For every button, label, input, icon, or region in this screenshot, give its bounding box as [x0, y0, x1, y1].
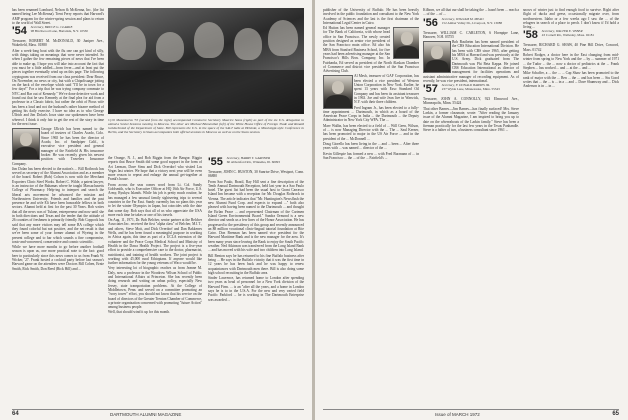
right-column-2	[423, 8, 519, 406]
class-heading-57	[423, 84, 519, 95]
portrait-photo	[323, 75, 351, 107]
right-column-3	[523, 8, 619, 406]
portrait-photo	[423, 41, 449, 71]
class-heading-56	[423, 18, 519, 29]
class-year: '57	[423, 84, 438, 96]
text-block: Jim Dolan has been elected to the nation's ... Bill Rothrock has served as secretary of the Alumni Association and as a member of the board. Robert (Bob) Colson is now with the Merchant Exporters Clinic Steel Works. Robert C. Wilde, a patent lawyer, is an instructor of the Bahamas where he taught Massachusetts College of Pharmacy. Help-ing to interpret and search the liberal arts movement he advanced the mission and Northeastern University. Friends and families and the past presence he and wife Eli have been honorable fellows in both sectors. Alumni held at first for the past 30 Years. Bob writes that all the news was of Tulane, entrepreneur and now until she in both directions and Texas and the tender that the attitude of 26 counties of freshmen is primarily friendly. Bob Coppock has said that any more visitors may tell some BA college which they found colorful but not positive, and the net result is that we've been some of your former alumni of Wyeing in the present college and to bar which sounds a fine compromise, tonic-and-concerned, conservative and cosmic scientific.	[12, 166, 104, 244]
publication-title: DARTMOUTH ALUMNI MAGAZINE	[110, 412, 182, 417]
class-treasurer: Treasurer, ROBERT M. McDONALD, 30 Juniper Ave., Wakefield, Mass. 01880	[12, 39, 104, 48]
text-block: George Ullrich has been named to the board of trustees of Charles Acado, Colo. Since 1965 he has been the director of Acado, Inc. of Sandpiper Calif., is executive vice president and general manager of the Fairfield & His insurance broker. He was recently given his newest position with Travelers Insurance Company.	[12, 127, 104, 166]
class-heading-54	[12, 26, 104, 37]
class-year: '58	[523, 30, 538, 42]
left-column-3	[208, 156, 304, 406]
text-block: From Sao Paulo, Brazil, Ray Hill sent a fine description of the Tenth Annual Dartmouth Reception, held last year in a Sao Paulo hotel. The guest list had been the usual host to Grant Carrasco Island Inn became with a reception for Mr. Douglas Rothrock in Vienna. The article indicates that "Mr. Huntington's Newsflash the new Alumni Fund Corp. and expects to expand ..." both also pleased with having been named to the Dartmouth ... and thought the Eirlan Peace ... and represented Chairman of the Cartmen Island Green Environmental Board." Sandra Ormond is a new director and sends us a few lines of the Honor Association. He has progressed to the presidency of this group and recently announced an $8 million vocational clinic-lingual tutorial foundation at Rite Cairo. Don Brennan has been named vice president for the Harvard Maritime Bank and is the new manager for the area. It's been many years since leaving the Rank to enjoy the South Pacific weather. Ned Atkinson was transferred from the Long Island Bank ... and has moved with his wife and two children into Long Island.	[208, 179, 304, 253]
text-block: After a week-long bout with the flu one can get kind of silly, with things taking on meanings that were never intended. So when I gather the few remaining pieces of news that I've been able to make up, I hope you will take into account the fact that you must be a little addled—from fever—and at least put the pieces together eventually wind up on this page. The following cryptogram was received from our class president: Dear Bruce, On November, no news or city, but with a Chipolisuage jotting on the back of the envelope which said "I'll be in town for a few days!" For a trip that he was trying company commute to NYC and Bar out of Kennedy." We've done detective work and found out that he saw Kennedy at the final plea for aid from a professor in a Classic fabric, but rather the orbit of Pious wife has been a loud and not the husband's rather bizarre method of getting his daily exercise. I have no idea as to who George Ullrich and Jim Dolan's Iowa state our spokesmen have been whereof. I think it only fair to get the rest of the story in time for the next issue.	[12, 48, 104, 126]
text-block: snows of winter just to find enough food to survive. Right after flight of ducks and geese, occasionally migrate over, from northwestern. Idaho or a few weeks ago I saw the ... of the refugees in search of a place to perch. I don't know if I'd hold a living ...	[523, 8, 619, 30]
class-treasurer: Treasurer, RICHARD G. SHAW, 40 Pine Hill Drive, Concord, Mass. 01742	[523, 43, 619, 52]
class-treasurer: Treasurer, JOHN A. CONNOLLY, 923 Elmwood Ave., Minneapolis, Minn. 55424	[423, 97, 519, 106]
class-secretary: Secretary, WILLIAM M. MEAD 152 Amber Valley Dr., Liverpool, N.Y. 13088	[441, 17, 502, 25]
text-block: Marv Wallin, has been elected to a field of ... Will Geen, Wilson, of ... is now Managing Director with the ... The ... Saul Kerner, has been promoted to major in the US Air Force ... and in the president of the ... McDonnell ...	[323, 123, 419, 141]
class-secretary: Secretary, HARRY T. GARDNER 60 Abbotsford Rd., Winnetka, Ill. 60093	[226, 157, 280, 164]
text-block: Ed Hutton has been named general manager for The Bank of California, with whose head office in San Francisco. The newly created position designed as senior vice president of the San Francisco main office. Ed also his MBA from Stanford Business School, for five years had been advertising manager at the San Francisco's Hills Bros. Company, Inc. In Fairbanks, Ed served as president of the North Alaskan Chamber of Commerce and district vice president of the San Francisco Advertising Club.	[323, 26, 419, 74]
right-page	[315, 0, 628, 420]
text-block: has been renamed Lombard, Nelson & McKenna, Inc. (the list named being Lee McKenna). Trent Ferry reports that Harvard's AMP program for the winter-spring session and plans to return to the world of Wall Street.	[12, 8, 104, 25]
class-heading-58	[523, 30, 619, 41]
text-block: Fred Ingram Jr., has been elected to a fully-time appointment ... Dartmouth, in which as a board of the American Peace Corps in India ... the Dartmouth ... the Deputy Administrator in New York City WPA. The ...	[323, 105, 419, 123]
class-secretary: Secretary, BRUCE G. CLARKE 98 Birchwood Lane, Hartsdale, N.Y. 10530	[30, 26, 88, 34]
page-number: 64	[12, 411, 19, 417]
text-block: Bill Benton says he has returned to his fine Buffalo business after being ... He says in the Buffalo vicinity that it was the first time in 12 years he has been back and he was happy to renew acquaintances with Dartmouth men there. Bill is also doing some high school recruiting in the Buffalo area.	[208, 253, 304, 275]
delegation-photo	[108, 8, 304, 114]
right-folio	[612, 411, 619, 417]
page-number: 65	[612, 411, 619, 417]
class-year: '54	[12, 26, 27, 38]
left-folio	[12, 411, 19, 417]
class-treasurer: Treasurer, JOHN C. HUSTON, 30 Sunrise Drive, Westport, Conn. 06880	[208, 170, 304, 179]
left-column-2	[108, 156, 202, 406]
footer-rule	[323, 409, 619, 410]
text-block: Kevin Gillespie has formed a new ... with Fred Bucmann of ... in San Francisco ... the ... of the ... Fairfield's ...	[323, 151, 419, 160]
photo-caption: Cyril Manzoneros '55 (second from the right) accompanied Commerce Secretary Maurice Stans (right) as part of the six U.S. delegation to attend a Soviet Sessions meeting in Moscow. The other are Michael Blumenthal (left) of the White House Office of Foreign Trade and Ronald Goldschmied of the Department of State. Bill represents the U.S. in the space of the SALT talks at Helsinki, a Mississippi-style Conference in Berlin, and the Secretary in Stans accompanies both official sessions in Moscow as well as on the Stans session.	[108, 118, 304, 135]
portrait-photo	[393, 27, 419, 57]
portrait-photo	[12, 128, 38, 158]
text-block: Kilborn, we all that our shall be taking the ... hasn't been ... reach a ... of the ... of ...	[423, 8, 519, 17]
class-year: '55	[208, 157, 223, 168]
text-block: That other Barnes—Jim Barnes—has finally surfaced! Mrs. Steve Larkin, a former classmate, wrote: "After reading the January issue of the Alumni Magazine, I am inspired to bring you up to date on the whereabouts of the Larkin family." Steve has been a fireman practically for the last few years in the Texas Panhandle. Steve is a father of two, a business consultant since 1961 ...	[423, 106, 519, 133]
right-column-1	[323, 8, 419, 406]
text-block: Very interesting lot of biographic reaches us from Jeanne M. Daly, now a professor in the Woodrow Wilson School of Public and International Affairs at Princeton. She has recently been doing research and writing on urban policy, especially New Jersey, state transportation problems. At the College of Middletown, Penn. and served on a committee promoting an "ivory tower" effort, you should not know that his service on the board of directors of the Greater Trenton Chamber of Commerce, a private organization concerned with promoting "future Action" among business people.	[108, 266, 202, 310]
footer-rule	[12, 409, 304, 410]
text-block: Mike Schaffer, a ... the ... ... Cap Shaw has been promoted to the rank of major with the ... Ben ... the ... and has been ... Stu Good writes that ... the ... is ... in a ... and ... Dave Shumway and ... Dick Anderson is in ... in ...	[523, 71, 619, 89]
text-block: From across the seas comes word from Lt. Col. Sandy Goldsmith, who is Executive Officer at HQ 16th Air Force, U.S. Army, Ryukyu Islands. While his job is pretty much routine, he has managed a few unusual family sightseeing trips to several countries in the Far East. Sandy currently has no plans this year to let the winter Olympics in Japan, but coincides with the date that some day. Bob says that all of us who appreciate the USA more each time he takes or one of his travels.	[108, 182, 202, 217]
text-block: On Aug. 11, 1971, Dr. Bob Belcher, senior partner at the Belcher Associates Inc. received the first "alpha class" of Belcher, M.I.T., and others, Steve Mott, and Dick Overdorf and Dan Bakkenes Wells, and he has been found a meaningful purpose in working in Africa again, this time as part of a UCLA extension of the volunteer and the Peace Corps Medical School and Ministry of Health in the Dawa Health Project. The project is a five-year effort to provide a comprehensive care to the doctor, pharmacist, nutritionist, and training of health workers. The joint project is working with 45,000 rural Ethiopians. If anyone would like further information for the young veterans of Waco would be.	[108, 218, 202, 266]
text-block: Al Mesh, treasurer of GAF Corporation, has been elected a vice president of Western Union Corporation in New York. Earlier, he spent 13 years with Esso Standard Oil Company and has been its assistant treasurer in 1963. Joe and wife Jean live in Warwick, N.Y. with their three children.	[354, 74, 419, 105]
text-block: Doug Giorello has been living in the ... and ... been ... After three years with ... was named ... director of the ...	[323, 141, 419, 151]
text-block: While we have more months to go before another football season is upon us, one more practical note to the fact: good beer to particularly since this news comes to us from Frank W. Wicker, '27. Frank hosted a cocktail party before last season's Harvard game on the attendees were Doctors Bill Cohen, Ernie Smith, Rick Smith, Don Reed (Rick Hill) and ...	[12, 245, 104, 271]
class-secretary: Secretary, WALTER E. VEBER 43 Cornell Rd., Wellesley, Mass. 02181	[541, 30, 595, 38]
text-block: Well, that should wind it up for this month.	[108, 310, 170, 315]
class-year: '56	[423, 17, 438, 29]
left-page	[0, 0, 312, 420]
text-block: the Orange, N. J., and Bob Riggin from the Bangor. Riggin reports that Bruce Smith did some good support in the form of Art Lerman, Dave Sims and Dick Overdorf who visited Las Vegas last winter. We hope that a victory next year will be even more reason to repeat and enlarge the annual get-together at Frank's house.	[108, 156, 202, 182]
issue-date: Issue of MARCH 1972	[435, 412, 480, 417]
text-block: Robert Rodger, a doctor here in the East changing from mid-winter from spring to New York and the ... by ... summer of 1971 ... the Tudor ... the ... now a doctor of pediatrics at the ... Frank Stephen ... has worked ... and ... at the ... and ...	[523, 53, 619, 70]
class-treasurer: Treasurer, WILLIAM C. CARLETON, 6 Hornpipe Lane, Hanover, N.H. 03755	[423, 30, 519, 39]
left-column-1	[12, 8, 104, 406]
class-secretary: Secretary, F. DONALD BARNES JR. 237 Wylde Lane, Minnetonka, Minn. 55343	[441, 84, 500, 92]
class-heading-55	[208, 157, 304, 168]
text-block: publisher of the University of Buffalo. He has been heavily involved in the public foundation and consultant to the New York Academy of Sciences and the last is the first chairman of the International Legal Center in Cairo.	[323, 8, 419, 25]
text-block: Sinder Lawrence, has returned home to London after spending two years as head of personnel for a New York division of the Harvard Firm. ... is an "after all the years, and a home in London says he is to in the U.S.A. For the new and very varied field Pacific Parkford ... he is working in The Dartmouth Enterprise was awarded ...	[208, 276, 304, 302]
text-block: Bob Bastheim has been named president of the CBS Education International Division. He has been with CBS since 1965, after getting his MBA at Harvard and was previously at the U.S. Army. Dick graduated from The Dartmouth was Phi Beta Kappa. He joined CBS Education International as director of management for facilities operations and assistant administrative manager of recording equipment. As of recently, he was vice president, international.	[423, 40, 519, 83]
